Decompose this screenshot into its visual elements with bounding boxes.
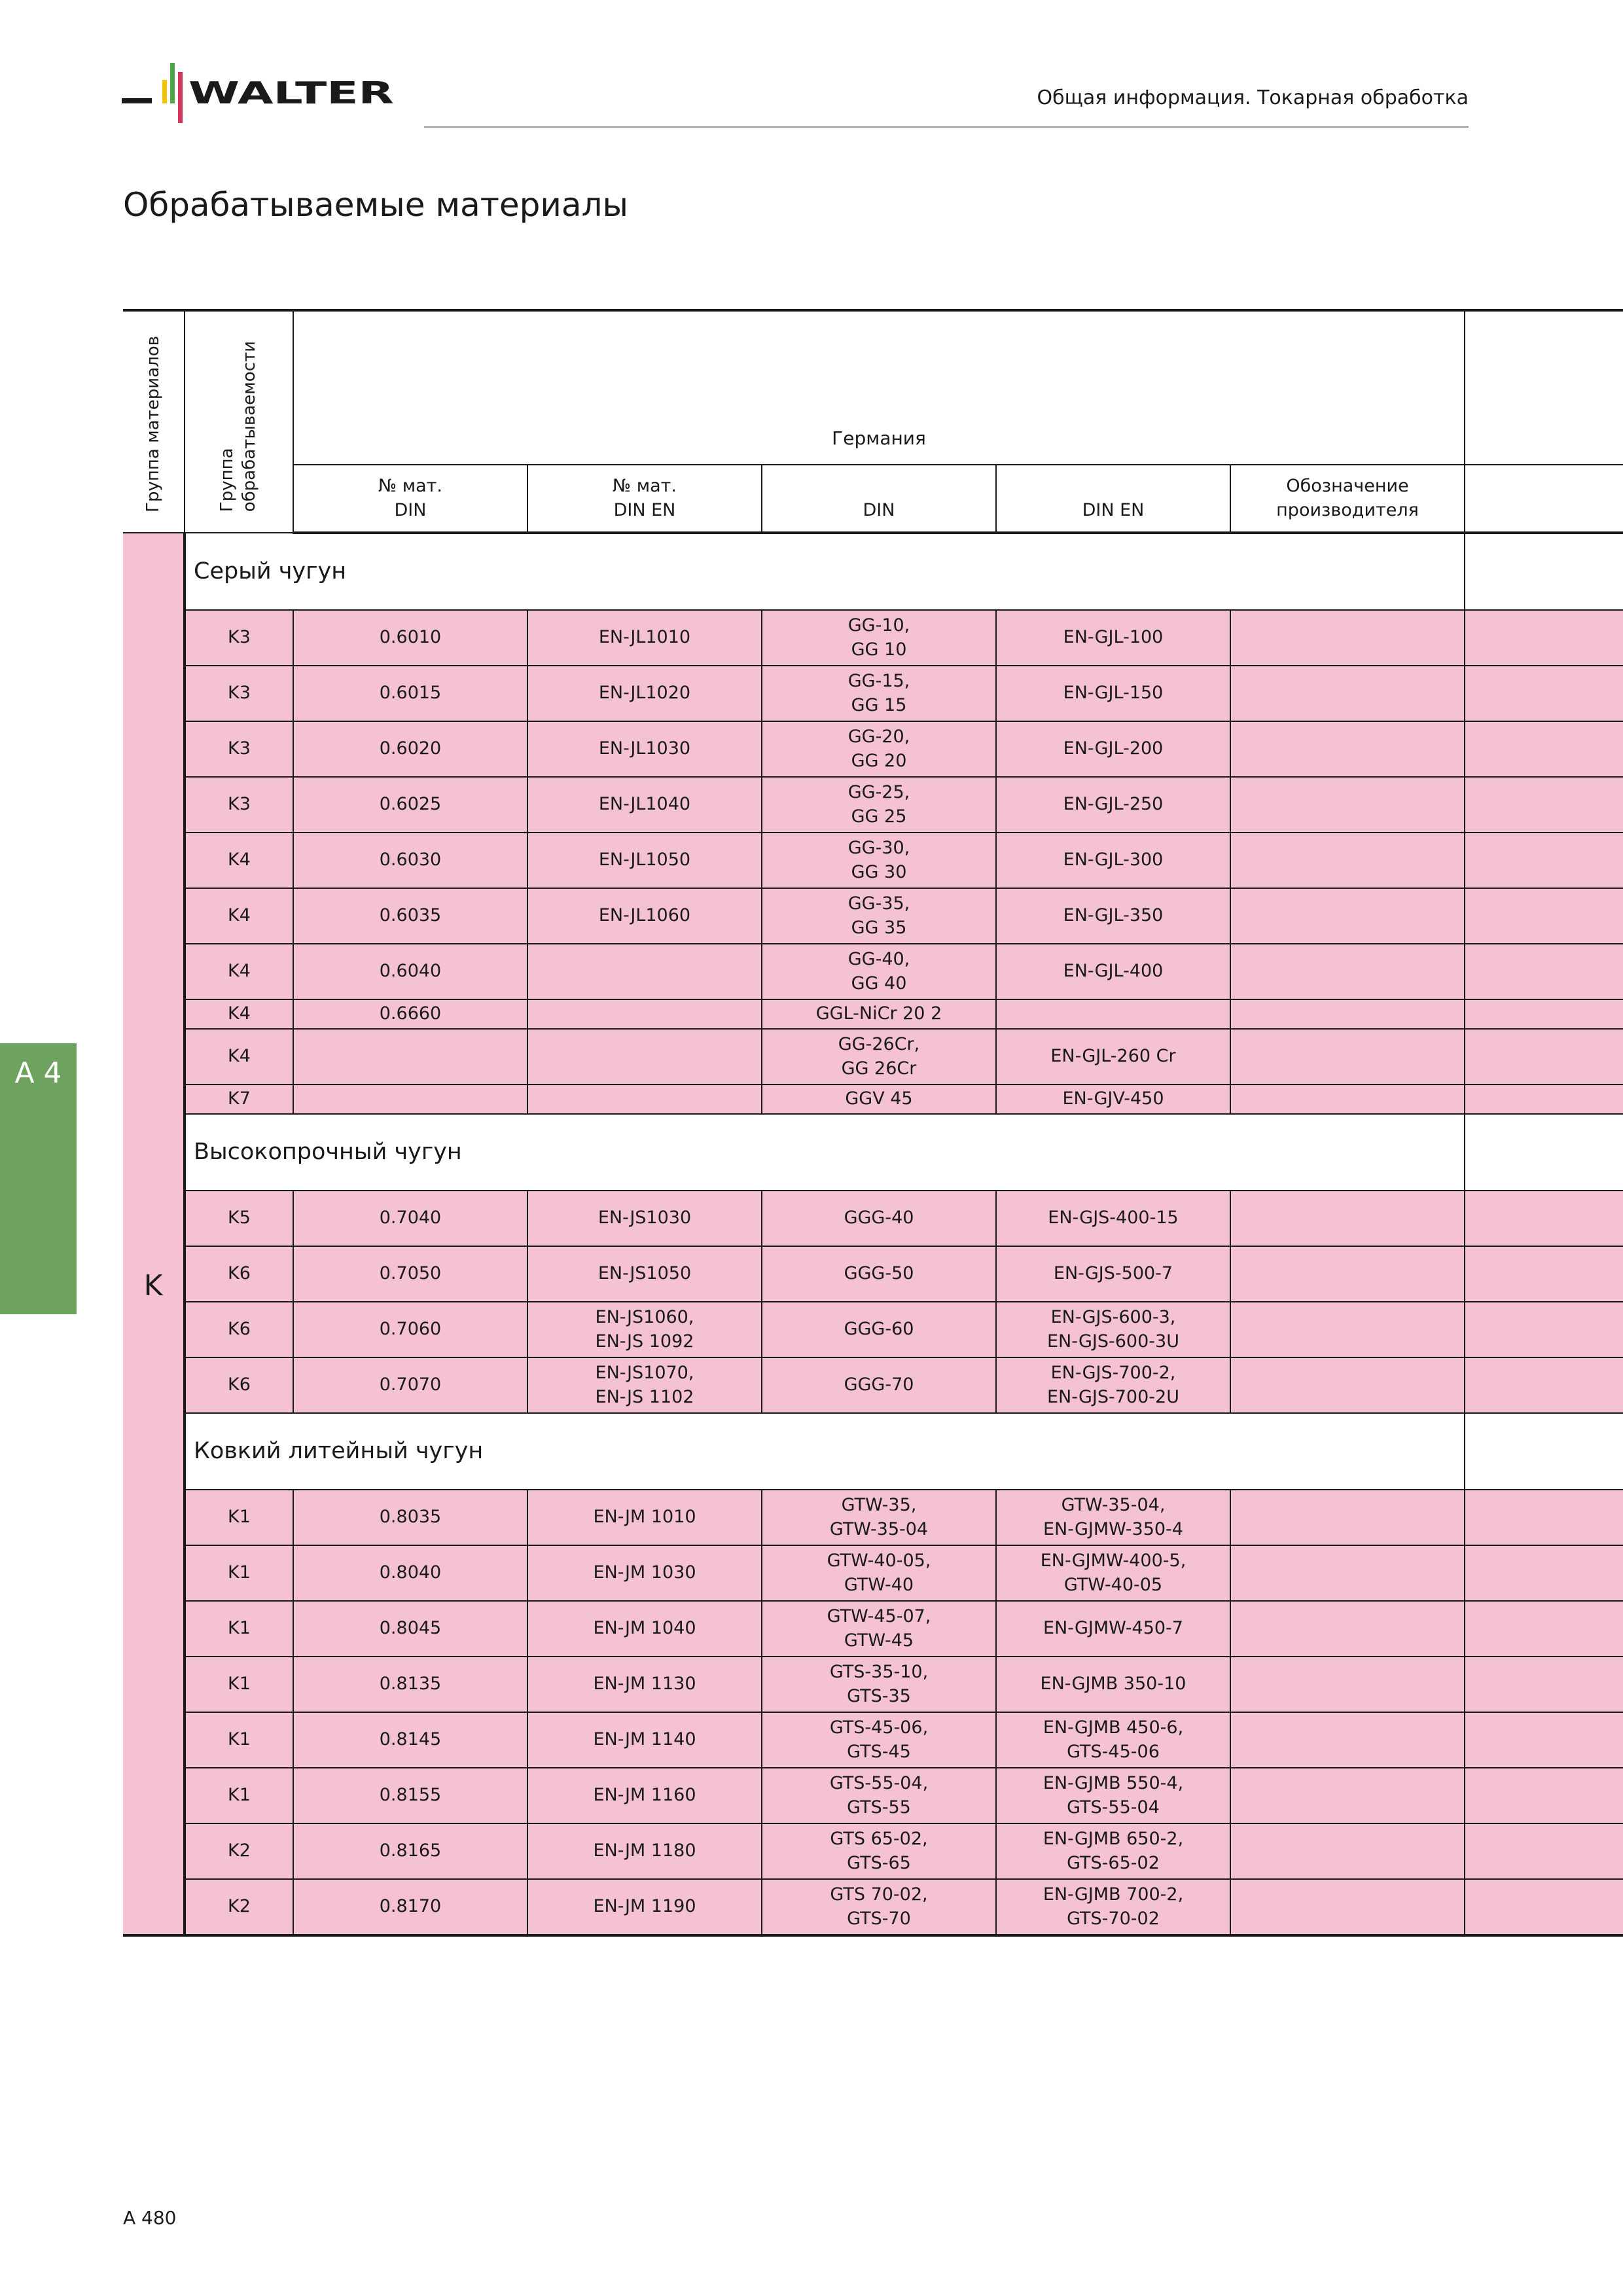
manufacturer-cell xyxy=(1230,610,1465,666)
din-cell: GG-20, GG 20 xyxy=(762,721,996,777)
manufacturer-cell xyxy=(1230,1246,1465,1302)
next-country-cell xyxy=(1465,1879,1623,1935)
manufacturer-cell xyxy=(1230,1768,1465,1823)
table-row xyxy=(123,1029,1623,1085)
machinability-group-cell: K4 xyxy=(185,888,293,944)
din-mat-no-cell: 0.6040 xyxy=(293,944,527,999)
machinability-group-cell: K5 xyxy=(185,1191,293,1246)
din-en-cell xyxy=(996,999,1230,1029)
header-next-country-sub xyxy=(1465,465,1623,533)
din-cell: GGG-70 xyxy=(762,1357,996,1413)
manufacturer-cell xyxy=(1230,721,1465,777)
table-row xyxy=(123,833,1623,888)
din-en-cell: EN-GJMB 650-2, GTS-65-02 xyxy=(996,1823,1230,1879)
machinability-group-cell: K7 xyxy=(185,1085,293,1114)
manufacturer-cell xyxy=(1230,944,1465,999)
machinability-group-cell: K6 xyxy=(185,1357,293,1413)
manufacturer-cell xyxy=(1230,1712,1465,1768)
next-country-cell xyxy=(1465,1601,1623,1657)
din-cell: GTS-35-10, GTS-35 xyxy=(762,1657,996,1712)
din-en-mat-no-cell: EN-JM 1010 xyxy=(527,1490,762,1545)
din-en-mat-no-cell: EN-JS1060, EN-JS 1092 xyxy=(527,1302,762,1357)
table-row xyxy=(123,1357,1623,1413)
din-en-mat-no-cell xyxy=(527,1029,762,1085)
next-country-cell xyxy=(1465,610,1623,666)
section-header-row xyxy=(123,1413,1623,1490)
din-cell: GGG-60 xyxy=(762,1302,996,1357)
next-country-cell xyxy=(1465,1768,1623,1823)
table-row xyxy=(123,1601,1623,1657)
materials-table xyxy=(123,309,1623,1937)
table-row xyxy=(123,1879,1623,1935)
section-header-row xyxy=(123,1114,1623,1191)
table-row xyxy=(123,666,1623,721)
header-divider xyxy=(424,126,1469,128)
din-mat-no-cell: 0.8035 xyxy=(293,1490,527,1545)
din-mat-no-cell: 0.8155 xyxy=(293,1768,527,1823)
next-country-cell xyxy=(1465,999,1623,1029)
din-mat-no-cell xyxy=(293,1085,527,1114)
din-en-mat-no-cell: EN-JS1070, EN-JS 1102 xyxy=(527,1357,762,1413)
din-en-mat-no-cell: EN-JM 1030 xyxy=(527,1545,762,1601)
next-country-cell xyxy=(1465,777,1623,833)
section-title: Ковкий литейный чугун xyxy=(185,1413,1465,1490)
din-cell: GTW-35, GTW-35-04 xyxy=(762,1490,996,1545)
machinability-group-cell: K1 xyxy=(185,1601,293,1657)
machinability-group-cell: K4 xyxy=(185,1029,293,1085)
next-country-cell xyxy=(1465,666,1623,721)
manufacturer-cell xyxy=(1230,777,1465,833)
chapter-tab[interactable] xyxy=(0,1043,77,1314)
next-country-cell xyxy=(1465,1302,1623,1357)
din-en-mat-no-cell: EN-JS1030 xyxy=(527,1191,762,1246)
table-row xyxy=(123,1823,1623,1879)
section-blank-cell xyxy=(1465,1114,1623,1191)
header-din-mat-no: № мат. DIN xyxy=(293,465,527,533)
table-row xyxy=(123,721,1623,777)
header-din: DIN xyxy=(762,465,996,533)
table-row xyxy=(123,1490,1623,1545)
header-manufacturer: Обозначение производителя xyxy=(1230,465,1465,533)
din-mat-no-cell: 0.7060 xyxy=(293,1302,527,1357)
header-section-title: Общая информация. Токарная обработка xyxy=(1037,86,1469,109)
din-cell: GTW-40-05, GTW-40 xyxy=(762,1545,996,1601)
din-en-mat-no-cell xyxy=(527,1085,762,1114)
manufacturer-cell xyxy=(1230,1085,1465,1114)
din-mat-no-cell: 0.8045 xyxy=(293,1601,527,1657)
next-country-cell xyxy=(1465,1029,1623,1085)
din-mat-no-cell: 0.6030 xyxy=(293,833,527,888)
next-country-cell xyxy=(1465,1657,1623,1712)
din-mat-no-cell: 0.6025 xyxy=(293,777,527,833)
din-en-cell: EN-GJMB 700-2, GTS-70-02 xyxy=(996,1879,1230,1935)
machinability-group-cell: K1 xyxy=(185,1768,293,1823)
manufacturer-cell xyxy=(1230,999,1465,1029)
next-country-cell xyxy=(1465,1191,1623,1246)
din-mat-no-cell: 0.6660 xyxy=(293,999,527,1029)
din-mat-no-cell: 0.8040 xyxy=(293,1545,527,1601)
din-en-mat-no-cell: EN-JL1010 xyxy=(527,610,762,666)
din-cell: GGL-NiCr 20 2 xyxy=(762,999,996,1029)
table-row xyxy=(123,610,1623,666)
machinability-group-cell: K6 xyxy=(185,1246,293,1302)
machinability-group-cell: K2 xyxy=(185,1879,293,1935)
table-row xyxy=(123,1768,1623,1823)
din-en-cell: EN-GJL-350 xyxy=(996,888,1230,944)
din-mat-no-cell xyxy=(293,1029,527,1085)
din-cell: GG-30, GG 30 xyxy=(762,833,996,888)
din-mat-no-cell: 0.7050 xyxy=(293,1246,527,1302)
din-en-cell: EN-GJS-700-2, EN-GJS-700-2U xyxy=(996,1357,1230,1413)
next-country-cell xyxy=(1465,944,1623,999)
table-row xyxy=(123,1657,1623,1712)
table-row xyxy=(123,1545,1623,1601)
din-en-mat-no-cell xyxy=(527,944,762,999)
din-cell: GTS 70-02, GTS-70 xyxy=(762,1879,996,1935)
din-en-cell: EN-GJMB 350-10 xyxy=(996,1657,1230,1712)
din-en-mat-no-cell: EN-JS1050 xyxy=(527,1246,762,1302)
din-cell: GG-35, GG 35 xyxy=(762,888,996,944)
header-next-country xyxy=(1465,310,1623,465)
table-row xyxy=(123,1712,1623,1768)
din-mat-no-cell: 0.6015 xyxy=(293,666,527,721)
materials-table-body xyxy=(123,533,1623,1935)
logo-bar-green xyxy=(170,63,175,103)
next-country-cell xyxy=(1465,833,1623,888)
logo-text: WALTER xyxy=(188,75,394,111)
table-row xyxy=(123,1191,1623,1246)
din-cell: GTS-55-04, GTS-55 xyxy=(762,1768,996,1823)
manufacturer-cell xyxy=(1230,1357,1465,1413)
machinability-group-cell: K4 xyxy=(185,833,293,888)
din-en-mat-no-cell: EN-JM 1160 xyxy=(527,1768,762,1823)
logo-bar-yellow xyxy=(162,80,167,103)
section-blank-cell xyxy=(1465,533,1623,610)
din-en-mat-no-cell: EN-JM 1040 xyxy=(527,1601,762,1657)
section-blank-cell xyxy=(1465,1413,1623,1490)
din-mat-no-cell: 0.6020 xyxy=(293,721,527,777)
next-country-cell xyxy=(1465,1823,1623,1879)
din-mat-no-cell: 0.7070 xyxy=(293,1357,527,1413)
din-mat-no-cell: 0.6035 xyxy=(293,888,527,944)
next-country-cell xyxy=(1465,1357,1623,1413)
machinability-group-cell: K1 xyxy=(185,1657,293,1712)
table-row xyxy=(123,999,1623,1029)
manufacturer-cell xyxy=(1230,1545,1465,1601)
manufacturer-cell xyxy=(1230,1490,1465,1545)
din-en-cell: EN-GJL-250 xyxy=(996,777,1230,833)
manufacturer-cell xyxy=(1230,1302,1465,1357)
din-mat-no-cell: 0.6010 xyxy=(293,610,527,666)
next-country-cell xyxy=(1465,888,1623,944)
din-en-mat-no-cell: EN-JL1040 xyxy=(527,777,762,833)
machinability-group-cell: K2 xyxy=(185,1823,293,1879)
machinability-group-cell: K3 xyxy=(185,777,293,833)
manufacturer-cell xyxy=(1230,1191,1465,1246)
din-en-mat-no-cell: EN-JM 1180 xyxy=(527,1823,762,1879)
manufacturer-cell xyxy=(1230,1657,1465,1712)
din-cell: GG-25, GG 25 xyxy=(762,777,996,833)
manufacturer-cell xyxy=(1230,1029,1465,1085)
din-en-cell: EN-GJS-500-7 xyxy=(996,1246,1230,1302)
manufacturer-cell xyxy=(1230,1879,1465,1935)
din-en-mat-no-cell: EN-JL1030 xyxy=(527,721,762,777)
din-en-cell: EN-GJMB 550-4, GTS-55-04 xyxy=(996,1768,1230,1823)
machinability-group-cell: K3 xyxy=(185,666,293,721)
din-en-cell: EN-GJL-400 xyxy=(996,944,1230,999)
din-en-cell: EN-GJL-150 xyxy=(996,666,1230,721)
din-en-mat-no-cell: EN-JM 1140 xyxy=(527,1712,762,1768)
din-mat-no-cell: 0.7040 xyxy=(293,1191,527,1246)
machinability-group-cell: K1 xyxy=(185,1712,293,1768)
header-din-en: DIN EN xyxy=(996,465,1230,533)
din-cell: GG-15, GG 15 xyxy=(762,666,996,721)
page-title: Обрабатываемые материалы xyxy=(123,186,628,224)
din-en-mat-no-cell: EN-JL1050 xyxy=(527,833,762,888)
din-en-mat-no-cell: EN-JL1060 xyxy=(527,888,762,944)
din-cell: GTS 65-02, GTS-65 xyxy=(762,1823,996,1879)
din-cell: GGV 45 xyxy=(762,1085,996,1114)
din-en-cell: EN-GJL-260 Cr xyxy=(996,1029,1230,1085)
din-en-cell: EN-GJS-400-15 xyxy=(996,1191,1230,1246)
table-row xyxy=(123,1246,1623,1302)
machinability-group-cell: K3 xyxy=(185,721,293,777)
table-row xyxy=(123,888,1623,944)
manufacturer-cell xyxy=(1230,1823,1465,1879)
manufacturer-cell xyxy=(1230,833,1465,888)
section-title: Высокопрочный чугун xyxy=(185,1114,1465,1191)
din-en-cell: EN-GJV-450 xyxy=(996,1085,1230,1114)
din-en-cell: EN-GJL-100 xyxy=(996,610,1230,666)
din-en-cell: GTW-35-04, EN-GJMW-350-4 xyxy=(996,1490,1230,1545)
din-cell: GGG-40 xyxy=(762,1191,996,1246)
section-title: Серый чугун xyxy=(185,533,1465,610)
logo-bar-black xyxy=(122,98,152,103)
din-cell: GTS-45-06, GTS-45 xyxy=(762,1712,996,1768)
header-din-en-mat-no: № мат. DIN EN xyxy=(527,465,762,533)
next-country-cell xyxy=(1465,1712,1623,1768)
din-en-mat-no-cell: EN-JM 1130 xyxy=(527,1657,762,1712)
walter-logo xyxy=(122,60,397,132)
din-mat-no-cell: 0.8170 xyxy=(293,1879,527,1935)
machinability-group-cell: K1 xyxy=(185,1545,293,1601)
manufacturer-cell xyxy=(1230,1601,1465,1657)
machinability-group-cell: K3 xyxy=(185,610,293,666)
machinability-group-cell: K4 xyxy=(185,944,293,999)
din-cell: GG-40, GG 40 xyxy=(762,944,996,999)
din-mat-no-cell: 0.8165 xyxy=(293,1823,527,1879)
table-row xyxy=(123,1085,1623,1114)
din-en-mat-no-cell xyxy=(527,999,762,1029)
header-machinability-group: Группа обрабатываемости xyxy=(185,310,293,533)
next-country-cell xyxy=(1465,721,1623,777)
din-en-cell: EN-GJMW-450-7 xyxy=(996,1601,1230,1657)
table-row xyxy=(123,777,1623,833)
next-country-cell xyxy=(1465,1545,1623,1601)
table-row xyxy=(123,1302,1623,1357)
manufacturer-cell xyxy=(1230,666,1465,721)
din-cell: GG-26Cr, GG 26Cr xyxy=(762,1029,996,1085)
logo-bar-red xyxy=(178,72,183,123)
din-en-cell: EN-GJL-300 xyxy=(996,833,1230,888)
header-material-group: Группа материалов xyxy=(123,310,185,533)
table-row xyxy=(123,944,1623,999)
next-country-cell xyxy=(1465,1490,1623,1545)
din-en-mat-no-cell: EN-JL1020 xyxy=(527,666,762,721)
machinability-group-cell: K1 xyxy=(185,1490,293,1545)
page-number: A 480 xyxy=(123,2207,177,2229)
next-country-cell xyxy=(1465,1085,1623,1114)
din-en-cell: EN-GJL-200 xyxy=(996,721,1230,777)
din-en-cell: EN-GJS-600-3, EN-GJS-600-3U xyxy=(996,1302,1230,1357)
din-cell: GG-10, GG 10 xyxy=(762,610,996,666)
section-header-row xyxy=(123,533,1623,610)
header-country: Германия xyxy=(293,310,1465,465)
din-en-cell: EN-GJMB 450-6, GTS-45-06 xyxy=(996,1712,1230,1768)
din-cell: GGG-50 xyxy=(762,1246,996,1302)
next-country-cell xyxy=(1465,1246,1623,1302)
din-en-cell: EN-GJMW-400-5, GTW-40-05 xyxy=(996,1545,1230,1601)
machinability-group-cell: K6 xyxy=(185,1302,293,1357)
din-en-mat-no-cell: EN-JM 1190 xyxy=(527,1879,762,1935)
din-mat-no-cell: 0.8135 xyxy=(293,1657,527,1712)
machinability-group-cell: K4 xyxy=(185,999,293,1029)
din-mat-no-cell: 0.8145 xyxy=(293,1712,527,1768)
material-group-letter: K xyxy=(123,533,185,1935)
din-cell: GTW-45-07, GTW-45 xyxy=(762,1601,996,1657)
chapter-tab-label: A 4 xyxy=(14,1056,62,1090)
manufacturer-cell xyxy=(1230,888,1465,944)
